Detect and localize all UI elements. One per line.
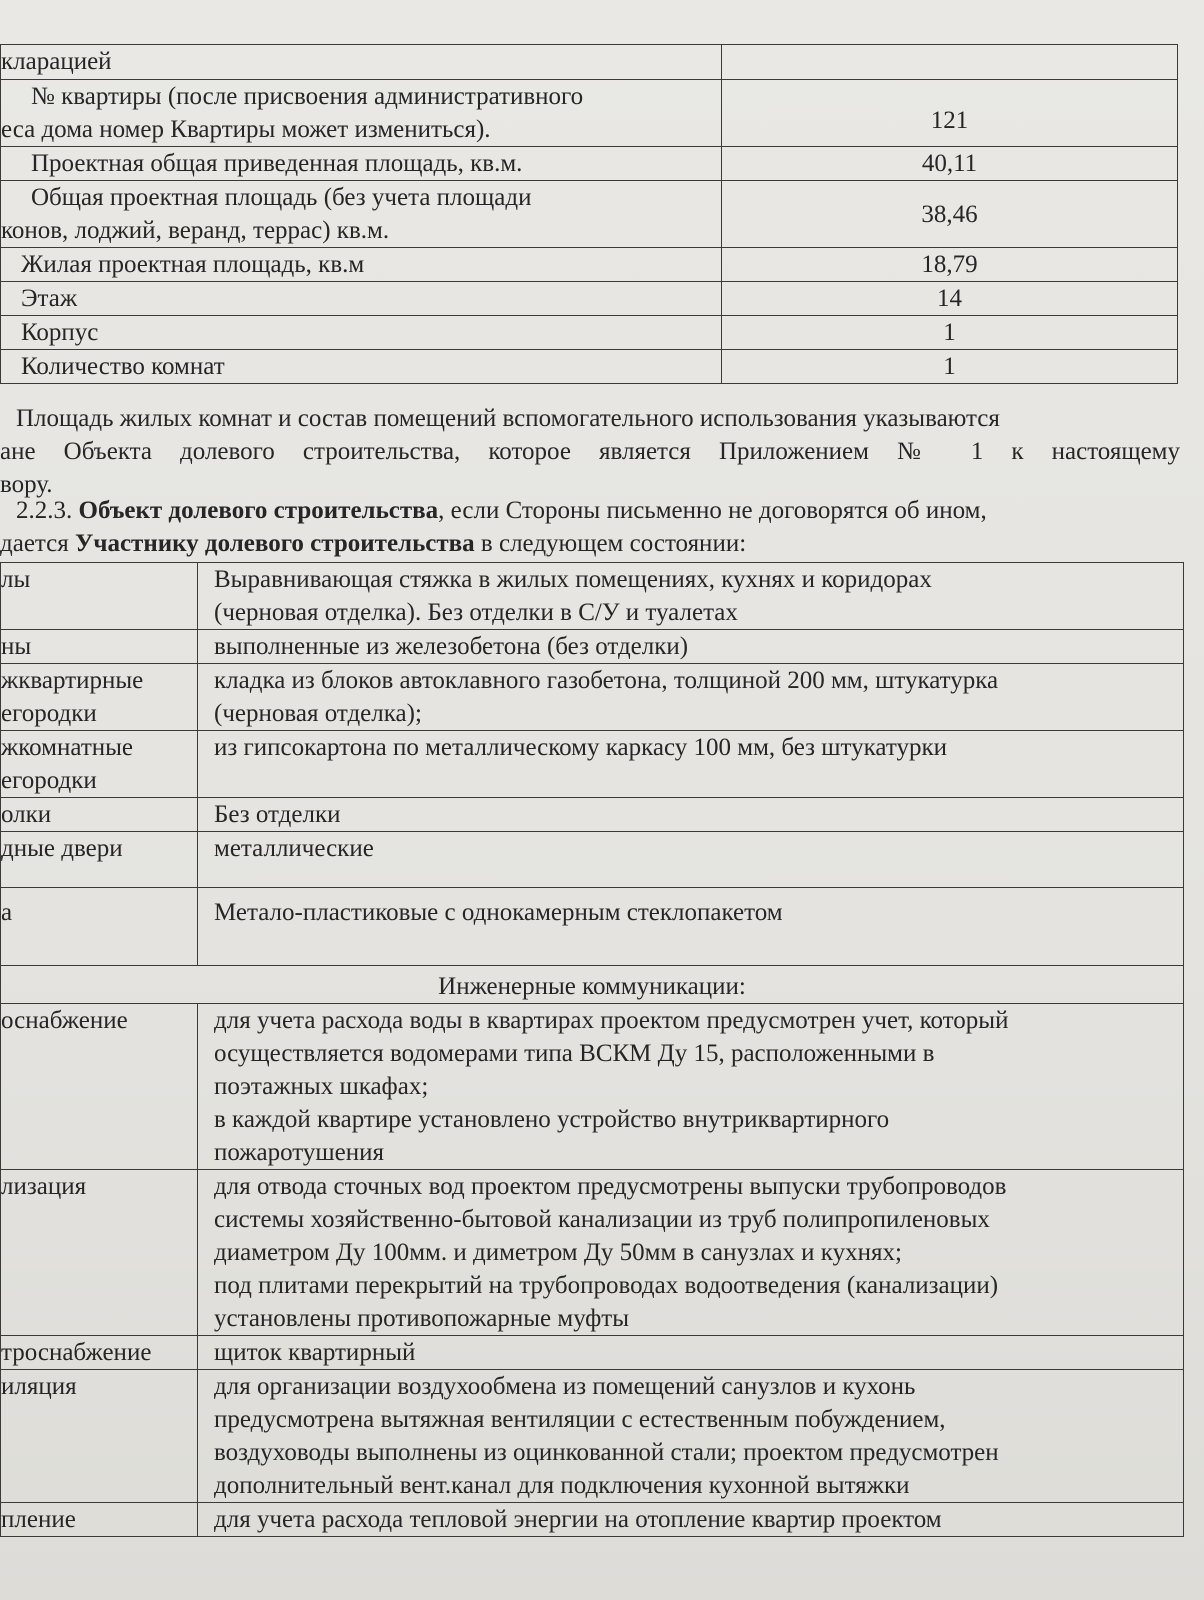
table-row <box>1 888 1184 966</box>
row-text: Выравнивающая стяжка в жилых помещениях, кухнях и коридорах <box>214 566 932 593</box>
row-label: дные двери <box>1 832 198 888</box>
row-text: для организации воздухообмена из помещений санузлов и кухонь <box>214 1373 916 1400</box>
row-value: 121 <box>722 80 1178 147</box>
table-row <box>1 248 1178 282</box>
row-text: поэтажных шкафах; <box>214 1073 429 1100</box>
row-text: для отвода сточных вод проектом предусмотрены выпуски трубопроводов <box>214 1173 1007 1200</box>
row-text: щиток квартирный <box>198 1336 1184 1370</box>
row-value: 40,11 <box>722 147 1178 181</box>
row-label: пление <box>1 1503 198 1537</box>
finish-condition-table <box>0 562 1184 1537</box>
row-label: ны <box>1 630 198 664</box>
row-text: пожаротушения <box>214 1139 384 1166</box>
row-label: Количество комнат <box>1 350 722 384</box>
row-text: Метало-пластиковые с однокамерным стеклопакетом <box>198 888 1184 966</box>
row-label: троснабжение <box>1 1336 198 1370</box>
table-row <box>1 1170 1184 1336</box>
row-label: Этаж <box>1 282 722 316</box>
table-row <box>1 181 1178 248</box>
row-label: жкомнатные <box>1 734 134 761</box>
row-value: 38,46 <box>722 181 1178 248</box>
row-label: № квартиры (после присвоения административного <box>31 83 584 110</box>
table-row <box>1 1004 1184 1170</box>
table-row <box>1 1336 1184 1370</box>
row-label: а <box>1 888 198 966</box>
row-label: олки <box>1 798 198 832</box>
row-text: воздуховоды выполнены из оцинкованной стали; проектом предусмотрен <box>214 1439 999 1466</box>
row-label: конов, лоджий, веранд, террас) кв.м. <box>1 217 390 244</box>
table-row <box>1 664 1184 731</box>
apartment-info-table <box>0 44 1178 384</box>
paragraph-2-2-3: 2.2.3. Объект долевого строительства, если Стороны письменно не договорятся об ином, дается Участнику долевого строительства в следующем состоянии: <box>0 497 987 557</box>
row-label: оснабжение <box>1 1004 198 1170</box>
table-header-value <box>722 45 1178 80</box>
row-text: под плитами перекрытий на трубопроводах водоотведения (канализации) <box>214 1272 999 1299</box>
row-label: егородки <box>1 700 97 727</box>
section-title: Инженерные коммуникации: <box>1 966 1184 1004</box>
row-text: для учета расхода воды в квартирах проектом предусмотрен учет, который <box>214 1007 1009 1034</box>
row-label: лы <box>1 563 198 630</box>
row-text: (черновая отделка); <box>214 700 422 727</box>
row-text: выполненные из железобетона (без отделки) <box>198 630 1184 664</box>
row-label: Проектная общая приведенная площадь, кв.м. <box>1 147 722 181</box>
row-value: 1 <box>722 316 1178 350</box>
row-value: 1 <box>722 350 1178 384</box>
row-text: в каждой квартире установлено устройство внутриквартирного <box>214 1106 890 1133</box>
row-text: установлены противопожарные муфты <box>214 1305 630 1332</box>
row-text: дополнительный вент.канал для подключения кухонной вытяжки <box>214 1472 910 1499</box>
row-label: Жилая проектная площадь, кв.м <box>1 248 722 282</box>
table-row <box>1 316 1178 350</box>
row-text: осуществляется водомерами типа ВСКМ Ду 15, расположенными в <box>214 1040 935 1067</box>
row-label: Корпус <box>1 316 722 350</box>
paragraph-room-composition: Площадь жилых комнат и состав помещений вспомогательного использования указываются ане Объекта долевого строительства, которое является Приложением № 1 к настоящему вору. <box>0 405 1180 498</box>
table-row <box>1 798 1184 832</box>
table-row <box>1 1370 1184 1503</box>
table-row <box>1 832 1184 888</box>
row-label: жквартирные <box>1 667 144 694</box>
row-text: системы хозяйственно-бытовой канализации из труб полипропиленовых <box>214 1206 990 1233</box>
table-row <box>1 147 1178 181</box>
row-text: диаметром Ду 100мм. и диметром Ду 50мм в санузлах и кухнях; <box>214 1239 902 1266</box>
header-text: кларацией <box>1 48 112 75</box>
row-label: лизация <box>1 1170 198 1336</box>
row-text: из гипсокартона по металлическому каркасу 100 мм, без штукатурки <box>198 731 1184 798</box>
table-row <box>1 282 1178 316</box>
table-row <box>1 563 1184 630</box>
row-text: Без отделки <box>198 798 1184 832</box>
row-label: иляция <box>1 1370 198 1503</box>
section-header-row <box>1 966 1184 1004</box>
row-value: 18,79 <box>722 248 1178 282</box>
table-row <box>1 80 1178 147</box>
table-row <box>1 731 1184 798</box>
row-label: Общая проектная площадь (без учета площади <box>31 184 532 211</box>
row-text: (черновая отделка). Без отделки в С/У и туалетах <box>214 599 738 626</box>
row-text: кладка из блоков автоклавного газобетона, толщиной 200 мм, штукатурка <box>214 667 999 694</box>
row-text: для учета расхода тепловой энергии на отопление квартир проектом <box>198 1503 1184 1537</box>
row-label: егородки <box>1 767 97 794</box>
table-header-cell <box>1 45 722 80</box>
table-row <box>1 630 1184 664</box>
row-text: предусмотрена вытяжная вентиляции с естественным побуждением, <box>214 1406 946 1433</box>
table-row <box>1 350 1178 384</box>
row-label: еса дома номер Квартиры может измениться). <box>1 116 491 143</box>
row-text: металлические <box>198 832 1184 888</box>
row-value: 14 <box>722 282 1178 316</box>
table-row <box>1 1503 1184 1537</box>
